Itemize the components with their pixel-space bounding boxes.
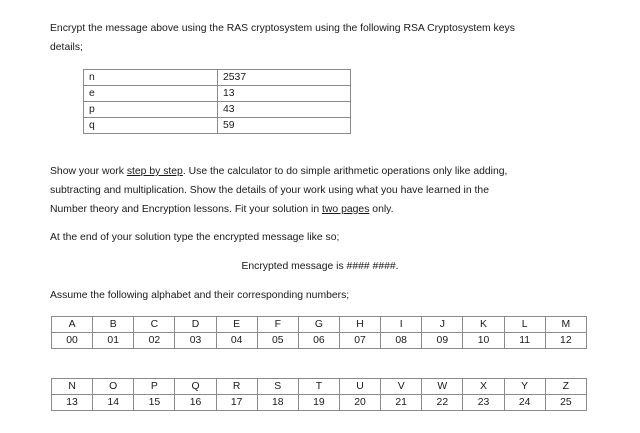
numbers-row bbox=[52, 333, 587, 349]
number-cell: 25 bbox=[545, 395, 586, 411]
letter-cell: Q bbox=[175, 379, 216, 395]
letter-cell: O bbox=[93, 379, 134, 395]
number-cell: 23 bbox=[463, 395, 504, 411]
letter-cell: P bbox=[134, 379, 175, 395]
number-cell: 13 bbox=[52, 395, 93, 411]
number-cell: 09 bbox=[422, 333, 463, 349]
number-cell: 17 bbox=[216, 395, 257, 411]
number-cell: 00 bbox=[52, 333, 93, 349]
letter-cell: Z bbox=[545, 379, 586, 395]
number-cell: 05 bbox=[257, 333, 298, 349]
number-cell: 14 bbox=[93, 395, 134, 411]
key-name: q bbox=[84, 118, 218, 134]
letter-cell: S bbox=[257, 379, 298, 395]
key-name: e bbox=[84, 86, 218, 102]
number-cell: 24 bbox=[504, 395, 545, 411]
encrypted-message-example: Encrypted message is #### ####. bbox=[241, 261, 399, 272]
letter-cell: H bbox=[339, 317, 380, 333]
key-value: 43 bbox=[218, 102, 351, 118]
number-cell: 02 bbox=[134, 333, 175, 349]
step-by-step-emphasis: step by step bbox=[126, 166, 183, 177]
letter-cell: I bbox=[381, 317, 422, 333]
letter-cell: F bbox=[257, 317, 298, 333]
end-note: At the end of your solution type the encrypted message like so; bbox=[50, 232, 340, 243]
instructions-line-2: subtracting and multiplication. Show the details of your work using what you have learned in the bbox=[50, 185, 489, 196]
letter-cell: A bbox=[52, 317, 93, 333]
alphabet-table-n-z bbox=[51, 378, 587, 411]
letter-cell: T bbox=[298, 379, 339, 395]
number-cell: 21 bbox=[381, 395, 422, 411]
letter-cell: E bbox=[216, 317, 257, 333]
number-cell: 03 bbox=[175, 333, 216, 349]
letter-cell: R bbox=[216, 379, 257, 395]
key-value: 2537 bbox=[218, 70, 351, 86]
number-cell: 11 bbox=[504, 333, 545, 349]
number-cell: 18 bbox=[257, 395, 298, 411]
instructions-line-1 bbox=[50, 162, 507, 181]
two-pages-emphasis: two pages bbox=[322, 204, 370, 215]
key-row-e bbox=[84, 86, 351, 102]
letter-cell: C bbox=[134, 317, 175, 333]
number-cell: 12 bbox=[545, 333, 586, 349]
key-row-q bbox=[84, 118, 351, 134]
letters-row bbox=[52, 317, 587, 333]
letters-row bbox=[52, 379, 587, 395]
number-cell: 20 bbox=[339, 395, 380, 411]
number-cell: 19 bbox=[298, 395, 339, 411]
letter-cell: M bbox=[545, 317, 586, 333]
key-name: n bbox=[84, 70, 218, 86]
key-row-p bbox=[84, 102, 351, 118]
instructions-text: Show your work bbox=[50, 166, 127, 177]
intro-line-2: details; bbox=[50, 42, 83, 53]
rsa-keys-table bbox=[83, 69, 351, 134]
letter-cell: D bbox=[175, 317, 216, 333]
number-cell: 07 bbox=[339, 333, 380, 349]
intro-line-1: Encrypt the message above using the RAS cryptosystem using the following RSA Cryptosystem keys bbox=[50, 23, 515, 34]
letter-cell: X bbox=[463, 379, 504, 395]
letter-cell: V bbox=[381, 379, 422, 395]
alphabet-table-a-m bbox=[51, 316, 587, 349]
number-cell: 16 bbox=[175, 395, 216, 411]
letter-cell: L bbox=[504, 317, 545, 333]
number-cell: 08 bbox=[381, 333, 422, 349]
letter-cell: U bbox=[339, 379, 380, 395]
letter-cell: K bbox=[463, 317, 504, 333]
key-value: 13 bbox=[218, 86, 351, 102]
instructions-line-3 bbox=[50, 200, 393, 219]
instructions-text: only. bbox=[369, 204, 394, 215]
instructions-text: Number theory and Encryption lessons. Fit your solution in bbox=[50, 204, 323, 215]
key-name: p bbox=[84, 102, 218, 118]
key-row-n bbox=[84, 70, 351, 86]
letter-cell: W bbox=[422, 379, 463, 395]
letter-cell: J bbox=[422, 317, 463, 333]
numbers-row bbox=[52, 395, 587, 411]
letter-cell: Y bbox=[504, 379, 545, 395]
alphabet-note: Assume the following alphabet and their corresponding numbers; bbox=[50, 290, 350, 301]
instructions-text: . Use the calculator to do simple arithmetic operations only like adding, bbox=[182, 166, 508, 177]
number-cell: 04 bbox=[216, 333, 257, 349]
number-cell: 10 bbox=[463, 333, 504, 349]
number-cell: 06 bbox=[298, 333, 339, 349]
number-cell: 01 bbox=[93, 333, 134, 349]
letter-cell: N bbox=[52, 379, 93, 395]
key-value: 59 bbox=[218, 118, 351, 134]
letter-cell: G bbox=[298, 317, 339, 333]
number-cell: 15 bbox=[134, 395, 175, 411]
letter-cell: B bbox=[93, 317, 134, 333]
number-cell: 22 bbox=[422, 395, 463, 411]
